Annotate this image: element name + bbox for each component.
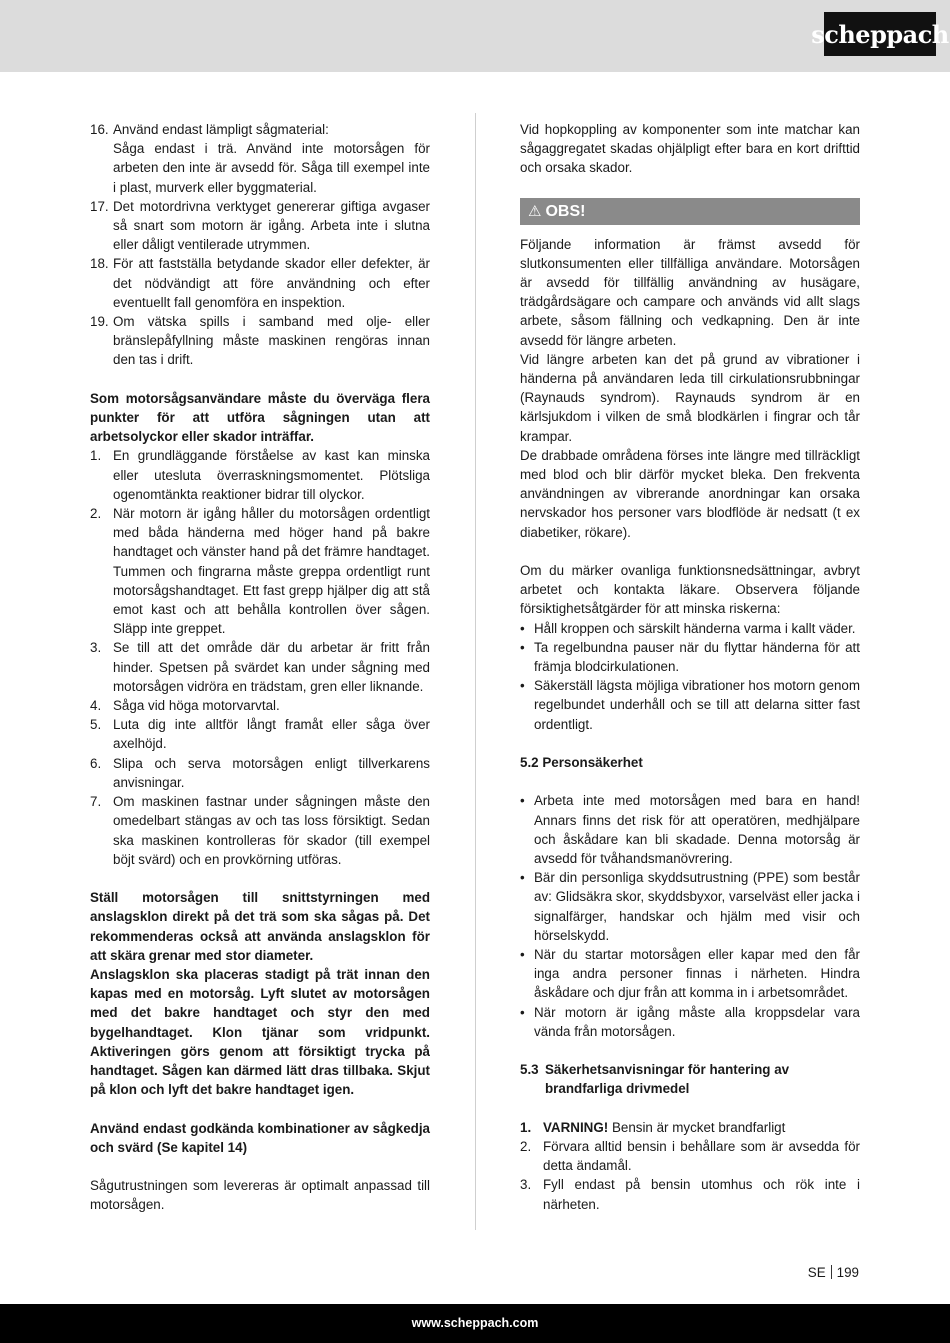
list-item xyxy=(90,312,430,370)
list-item xyxy=(90,754,430,792)
bullet-icon: • xyxy=(520,870,525,886)
section-heading-5-2: 5.2 Personsäkerhet xyxy=(520,755,643,771)
heading-number: 5.3 xyxy=(520,1062,539,1078)
bullet-icon: • xyxy=(520,1004,525,1020)
saw-equipment-paragraph: Sågutrustningen som levereras är optimalt anpassad till motorsågen. xyxy=(90,1178,430,1213)
list-item xyxy=(520,619,860,638)
obs-banner xyxy=(520,198,860,225)
list-text: En grundläggande förståelse av kast kan minska eller utesluta överraskningsmomentet. Plötsliga ogenomtänkta reaktioner bidrar till olyckor. xyxy=(113,448,430,502)
list-text: Bär din personliga skyddsutrustning (PPE) som består av: Glidsäkra skor, skyddsbyxor, varselväst eller jacka i signalfärger, handskar och hjälm med visir och hörselskydd. xyxy=(534,870,860,943)
list-text: Det motordrivna verktyget genererar giftiga avgaser så snart som motorn är igång. Arbeta inte i slutna eller dåligt ventilerade utrymmen. xyxy=(113,198,430,253)
section-heading-5-3 xyxy=(520,1060,860,1098)
list-text: När du startar motorsågen eller kapar med den får inga andra personer finnas i närheten. Hindra åskådare och djur från att komma in i arbetsområdet. xyxy=(534,947,860,1001)
bullet-icon: • xyxy=(520,678,525,694)
bullet-icon: • xyxy=(520,793,525,809)
list-item xyxy=(90,638,430,696)
list-item xyxy=(90,792,430,869)
list-item xyxy=(520,638,860,676)
bullet-icon: • xyxy=(520,947,525,963)
list-item xyxy=(90,120,430,197)
list-text: När motorn är igång håller du motorsågen ordentligt med båda händerna med höger hand på bakre handtaget och vänster hand på det främre handtaget. Tummen och fingrarna måste greppa ordentligt runt motorsågshandtaget. Ett fast grepp hjälper dig att stå emot kast och att behålla kontrollen över sågen. Släpp inte greppet. xyxy=(113,506,430,637)
footer-bar xyxy=(0,1304,950,1343)
list-item xyxy=(520,1175,860,1213)
list-number: 1. xyxy=(520,1119,532,1135)
website-link[interactable]: www.scheppach.com xyxy=(411,1316,539,1330)
list-text: Luta dig inte alltför långt framåt eller såga över axelhöjd. xyxy=(113,717,430,752)
left-column xyxy=(90,120,430,1215)
heading-text: Säkerhetsanvisningar för hantering av brandfarliga drivmedel xyxy=(545,1062,790,1097)
bold-anslagsklon-paragraph: Ställ motorsågen till snittstyrningen med anslagsklon direkt på det trä som ska sågas på. Det rekommenderas också att använda anslagsklon för att skära grenar med stor diameter. Anslagsklon ska placeras stadigt på trät innan den kapas med en motorsåg. Lyft slutet av motorsågen med det bakre handtaget och styr den med bygelhandtaget. Klon tjänar som vridpunkt. Aktiveringen görs genom att försiktigt trycka på handtaget. Sågen kan därmed lätt dras tillbaka. Skjut på klon och lyft det bakre handtaget igen. xyxy=(90,890,430,1098)
list-text: Fyll endast på bensin utomhus och rök inte i närheten. xyxy=(543,1177,860,1212)
bullet-list-precautions xyxy=(520,619,860,734)
list-text: Förvara alltid bensin i behållare som är avsedda för detta ändamål. xyxy=(543,1139,860,1174)
list-number: 2. xyxy=(90,506,102,522)
list-text: Håll kroppen och särskilt händerna varma i kallt väder. xyxy=(534,620,856,636)
list-text: Ta regelbundna pauser när du flyttar händerna för att främja blodcirkulationen. xyxy=(534,639,860,675)
list-number: 7. xyxy=(90,794,102,810)
list-item xyxy=(520,868,860,945)
list-number: 16. xyxy=(90,122,109,137)
list-text: Använd endast lämpligt sågmaterial: Såga endast i trä. Använd inte motorsågen för arbeten den inte är avsedd för. Såga till exempel inte i plast, murverk eller byggmaterial. xyxy=(113,122,430,195)
list-item xyxy=(520,945,860,1003)
language-code: SE xyxy=(807,1265,826,1280)
list-item xyxy=(90,504,430,638)
list-text: Om vätska spills i samband med olje- eller bränslepåfyllning måste maskinen rengöras innan den tas i drift. xyxy=(113,314,430,368)
bullet-icon: • xyxy=(520,639,525,655)
numbered-list-16-19 xyxy=(90,120,430,370)
list-item xyxy=(90,197,430,255)
list-item xyxy=(90,715,430,753)
list-number: 3. xyxy=(90,640,102,656)
page-number xyxy=(808,1265,859,1280)
page-number-value: 199 xyxy=(836,1265,859,1280)
list-number: 19. xyxy=(90,314,109,330)
list-item xyxy=(520,791,860,868)
list-text: Arbeta inte med motorsågen med bara en hand! Annars finns det risk för att operatören, medhjälpare och åskådare kan bli skadade. Denna motorsåg är avsedd för tvåhandsmanövrering. xyxy=(534,793,860,867)
list-item xyxy=(520,1003,860,1041)
list-item xyxy=(90,696,430,715)
bold-combination-paragraph: Använd endast godkända kombinationer av sågkedja och svärd (Se kapitel 14) xyxy=(90,1120,430,1155)
component-paragraph: Vid hopkoppling av komponenter som inte matchar kan sågaggregatet skadas ohjälpligt efter bara en kort drifttid och orsaka skador. xyxy=(520,122,860,176)
column-divider xyxy=(475,113,476,1230)
list-text: Slipa och serva motorsågen enligt tillverkarens anvisningar. xyxy=(113,755,430,790)
obs-paragraph: Vid längre arbeten kan det på grund av vibrationer i händerna på användaren leda till cirkulationsrubbningar (Raynauds syndrom). Raynauds syndrom är en kärlsjukdom i vilken de små blodkärlen i fingrar och tår krampar. xyxy=(520,351,860,444)
obs-title: OBS! xyxy=(545,202,586,220)
list-text: Såga vid höga motorvarvtal. xyxy=(113,698,280,714)
numbered-list-fuel xyxy=(520,1118,860,1214)
list-number: 4. xyxy=(90,698,102,714)
list-item xyxy=(520,1137,860,1175)
list-item xyxy=(90,254,430,312)
list-item xyxy=(520,1118,860,1137)
bold-intro-paragraph: Som motorsågsanvändare måste du överväga flera punkter för att utföra sågningen utan att arbetsolyckor eller skador inträffar. xyxy=(90,390,430,445)
precaution-paragraph: Om du märker ovanliga funktionsnedsättningar, avbryt arbetet och kontakta läkare. Observera följande försiktighetsåtgärder för att minska riskerna: xyxy=(520,563,860,617)
list-number: 17. xyxy=(90,198,109,214)
list-text: Se till att det område där du arbetar är fritt från hinder. Spetsen på svärdet kan under sågning med motorsågen vidröra en trädstam, gren eller liknande. xyxy=(113,640,430,694)
list-text xyxy=(543,1118,860,1137)
header-bar xyxy=(0,0,950,72)
scheppach-logo: scheppach xyxy=(824,12,936,56)
obs-paragraph: Följande information är främst avsedd för slutkonsumenten eller tillfälliga användare. Motorsågen är avsedd för tillfällig användning av husägare, trädgårdsägare och campare och används vid allt slags arbete, såsom fällning och vedkapning. Den är inte avsedd för längre arbeten. xyxy=(520,236,860,348)
list-number: 3. xyxy=(520,1177,532,1193)
bullet-icon: • xyxy=(520,620,525,636)
list-number: 1. xyxy=(90,448,102,464)
list-number: 2. xyxy=(520,1139,532,1155)
warning-label: VARNING! xyxy=(543,1119,609,1135)
warning-text: Bensin är mycket brandfarligt xyxy=(608,1119,786,1135)
list-number: 5. xyxy=(90,717,102,733)
list-item xyxy=(90,446,430,504)
list-text: Säkerställ lägsta möjliga vibrationer hos motorn genom regelbundet underhåll och se till att delarna sitter fast ordentligt. xyxy=(534,678,860,732)
list-text: När motorn är igång måste alla kroppsdelar vara vända från motorsågen. xyxy=(534,1004,860,1039)
list-number: 6. xyxy=(90,755,102,771)
bullet-list-personal-safety xyxy=(520,791,860,1041)
numbered-list-1-7 xyxy=(90,446,430,868)
warning-triangle-icon: ⚠ xyxy=(528,202,542,220)
list-item xyxy=(520,676,860,734)
obs-paragraph: De drabbade områdena förses inte längre med tillräckligt med blod och blir därför mycket bleka. Den frekventa användningen av vibrerande anordningar kan orsaka nervskador hos personer vars blodflöde är nedsatt (t ex diabetiker, rökare). xyxy=(520,447,860,540)
list-text: Om maskinen fastnar under sågningen måste den omedelbart stängas av och tas loss försiktigt. Sedan ska maskinen kontrolleras för skador (till exempel böjt svärd) och en provkörning utföras. xyxy=(113,794,430,867)
right-column xyxy=(520,120,860,1214)
list-number: 18. xyxy=(90,256,109,272)
list-text: För att fastställa betydande skador eller defekter, är det nödvändigt att före användning och efter eventuellt fall genomföra en inspektion. xyxy=(113,256,430,310)
